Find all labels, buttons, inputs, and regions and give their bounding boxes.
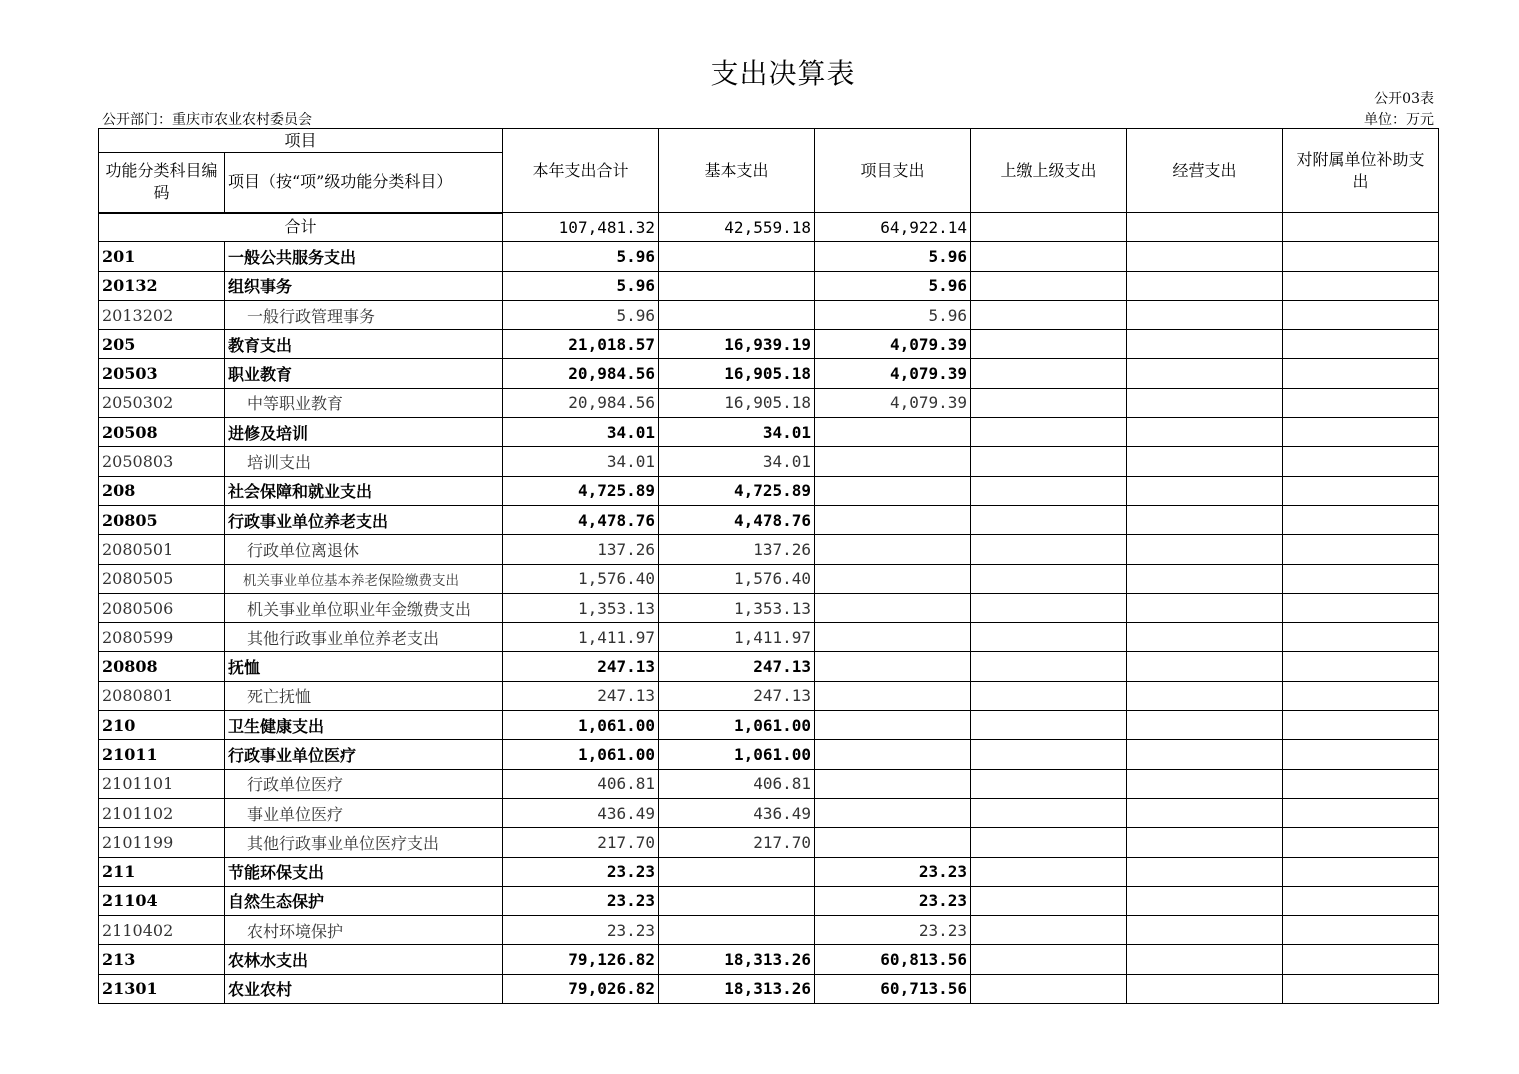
row-basic: 247.13 bbox=[659, 681, 815, 710]
total-project: 64,922.14 bbox=[815, 213, 971, 242]
row-business bbox=[1127, 769, 1283, 798]
table-row bbox=[99, 447, 1439, 476]
row-name: 中等职业教育 bbox=[225, 388, 503, 417]
row-basic: 1,061.00 bbox=[659, 711, 815, 740]
total-label: 合计 bbox=[99, 213, 503, 242]
row-superior bbox=[971, 886, 1127, 915]
row-superior bbox=[971, 711, 1127, 740]
row-subsidy bbox=[1283, 388, 1439, 417]
row-project: 4,079.39 bbox=[815, 388, 971, 417]
header-subsidy: 对附属单位补助支出 bbox=[1283, 129, 1439, 213]
row-subsidy bbox=[1283, 711, 1439, 740]
table-row bbox=[99, 418, 1439, 447]
total-business bbox=[1127, 213, 1283, 242]
row-business bbox=[1127, 945, 1283, 974]
row-superior bbox=[971, 857, 1127, 886]
total-row bbox=[99, 213, 1439, 242]
row-total: 5.96 bbox=[503, 242, 659, 271]
row-superior bbox=[971, 476, 1127, 505]
row-code: 2101199 bbox=[99, 828, 225, 857]
table-row bbox=[99, 476, 1439, 505]
row-business bbox=[1127, 828, 1283, 857]
row-basic: 1,411.97 bbox=[659, 623, 815, 652]
row-code: 20805 bbox=[99, 505, 225, 534]
row-basic: 137.26 bbox=[659, 535, 815, 564]
row-superior bbox=[971, 271, 1127, 300]
row-superior bbox=[971, 447, 1127, 476]
table-row bbox=[99, 271, 1439, 300]
row-name: 行政单位离退休 bbox=[225, 535, 503, 564]
row-total: 247.13 bbox=[503, 681, 659, 710]
row-basic: 406.81 bbox=[659, 769, 815, 798]
row-code: 20132 bbox=[99, 271, 225, 300]
row-total: 21,018.57 bbox=[503, 330, 659, 359]
row-name: 农林水支出 bbox=[225, 945, 503, 974]
row-total: 406.81 bbox=[503, 769, 659, 798]
row-superior bbox=[971, 681, 1127, 710]
total-amount: 107,481.32 bbox=[503, 213, 659, 242]
row-project bbox=[815, 740, 971, 769]
row-subsidy bbox=[1283, 418, 1439, 447]
row-total: 20,984.56 bbox=[503, 359, 659, 388]
table-row bbox=[99, 945, 1439, 974]
header-code: 功能分类科目编码 bbox=[99, 153, 225, 213]
row-total: 4,478.76 bbox=[503, 505, 659, 534]
row-code: 20808 bbox=[99, 652, 225, 681]
row-basic: 34.01 bbox=[659, 418, 815, 447]
row-project bbox=[815, 476, 971, 505]
table-row bbox=[99, 242, 1439, 271]
row-project bbox=[815, 652, 971, 681]
row-project: 23.23 bbox=[815, 886, 971, 915]
form-number: 公开03表 bbox=[1374, 91, 1434, 107]
row-name: 社会保障和就业支出 bbox=[225, 476, 503, 505]
header-basic: 基本支出 bbox=[659, 129, 815, 213]
row-superior bbox=[971, 418, 1127, 447]
row-project bbox=[815, 593, 971, 622]
row-project: 5.96 bbox=[815, 271, 971, 300]
row-name: 死亡抚恤 bbox=[225, 681, 503, 710]
row-total: 1,061.00 bbox=[503, 711, 659, 740]
expenditure-table bbox=[98, 128, 1439, 1004]
row-code: 2013202 bbox=[99, 300, 225, 329]
row-total: 79,126.82 bbox=[503, 945, 659, 974]
row-basic: 16,905.18 bbox=[659, 388, 815, 417]
row-name: 农业农村 bbox=[225, 974, 503, 1003]
row-project bbox=[815, 828, 971, 857]
row-code: 205 bbox=[99, 330, 225, 359]
row-subsidy bbox=[1283, 242, 1439, 271]
row-code: 20508 bbox=[99, 418, 225, 447]
table-row bbox=[99, 505, 1439, 534]
row-total: 1,353.13 bbox=[503, 593, 659, 622]
row-project bbox=[815, 623, 971, 652]
row-business bbox=[1127, 681, 1283, 710]
row-superior bbox=[971, 974, 1127, 1003]
row-total: 1,576.40 bbox=[503, 564, 659, 593]
unit-label: 单位：万元 bbox=[1364, 112, 1434, 128]
row-project: 4,079.39 bbox=[815, 330, 971, 359]
row-name: 一般行政管理事务 bbox=[225, 300, 503, 329]
row-subsidy bbox=[1283, 476, 1439, 505]
table-row bbox=[99, 828, 1439, 857]
table-row bbox=[99, 798, 1439, 827]
row-superior bbox=[971, 593, 1127, 622]
table-row bbox=[99, 740, 1439, 769]
row-name: 农村环境保护 bbox=[225, 916, 503, 945]
row-project bbox=[815, 564, 971, 593]
row-superior bbox=[971, 652, 1127, 681]
row-name: 卫生健康支出 bbox=[225, 711, 503, 740]
page-title: 支出决算表 bbox=[710, 57, 856, 90]
row-superior bbox=[971, 300, 1127, 329]
header-business: 经营支出 bbox=[1127, 129, 1283, 213]
total-basic: 42,559.18 bbox=[659, 213, 815, 242]
row-superior bbox=[971, 330, 1127, 359]
row-superior bbox=[971, 798, 1127, 827]
row-business bbox=[1127, 271, 1283, 300]
row-basic bbox=[659, 886, 815, 915]
table-row bbox=[99, 623, 1439, 652]
table-row bbox=[99, 974, 1439, 1003]
row-name: 行政事业单位医疗 bbox=[225, 740, 503, 769]
row-total: 1,061.00 bbox=[503, 740, 659, 769]
row-code: 2050302 bbox=[99, 388, 225, 417]
row-code: 21104 bbox=[99, 886, 225, 915]
row-subsidy bbox=[1283, 857, 1439, 886]
row-subsidy bbox=[1283, 740, 1439, 769]
row-project bbox=[815, 798, 971, 827]
row-superior bbox=[971, 740, 1127, 769]
table-row bbox=[99, 300, 1439, 329]
row-basic: 18,313.26 bbox=[659, 974, 815, 1003]
row-name: 职业教育 bbox=[225, 359, 503, 388]
row-total: 436.49 bbox=[503, 798, 659, 827]
row-code: 2080506 bbox=[99, 593, 225, 622]
row-basic: 1,061.00 bbox=[659, 740, 815, 769]
row-basic: 4,725.89 bbox=[659, 476, 815, 505]
row-business bbox=[1127, 711, 1283, 740]
row-superior bbox=[971, 242, 1127, 271]
row-subsidy bbox=[1283, 535, 1439, 564]
row-business bbox=[1127, 359, 1283, 388]
row-business bbox=[1127, 418, 1283, 447]
row-name: 其他行政事业单位养老支出 bbox=[225, 623, 503, 652]
row-business bbox=[1127, 505, 1283, 534]
row-name: 机关事业单位基本养老保险缴费支出 bbox=[225, 564, 503, 593]
row-code: 2080501 bbox=[99, 535, 225, 564]
row-project: 23.23 bbox=[815, 916, 971, 945]
row-total: 34.01 bbox=[503, 447, 659, 476]
row-subsidy bbox=[1283, 330, 1439, 359]
row-superior bbox=[971, 769, 1127, 798]
row-business bbox=[1127, 740, 1283, 769]
row-total: 247.13 bbox=[503, 652, 659, 681]
header-total: 本年支出合计 bbox=[503, 129, 659, 213]
row-business bbox=[1127, 798, 1283, 827]
table-row bbox=[99, 359, 1439, 388]
row-business bbox=[1127, 886, 1283, 915]
row-name: 组织事务 bbox=[225, 271, 503, 300]
table-row bbox=[99, 769, 1439, 798]
row-name: 抚恤 bbox=[225, 652, 503, 681]
row-superior bbox=[971, 359, 1127, 388]
row-business bbox=[1127, 564, 1283, 593]
row-subsidy bbox=[1283, 681, 1439, 710]
row-basic bbox=[659, 271, 815, 300]
row-total: 23.23 bbox=[503, 857, 659, 886]
row-project bbox=[815, 447, 971, 476]
row-subsidy bbox=[1283, 623, 1439, 652]
row-name: 节能环保支出 bbox=[225, 857, 503, 886]
row-subsidy bbox=[1283, 652, 1439, 681]
row-total: 5.96 bbox=[503, 300, 659, 329]
row-basic: 1,576.40 bbox=[659, 564, 815, 593]
row-project bbox=[815, 505, 971, 534]
row-code: 210 bbox=[99, 711, 225, 740]
row-code: 21301 bbox=[99, 974, 225, 1003]
row-business bbox=[1127, 330, 1283, 359]
row-project: 60,713.56 bbox=[815, 974, 971, 1003]
row-name: 机关事业单位职业年金缴费支出 bbox=[225, 593, 503, 622]
row-project: 60,813.56 bbox=[815, 945, 971, 974]
row-name: 教育支出 bbox=[225, 330, 503, 359]
row-superior bbox=[971, 945, 1127, 974]
row-code: 2101102 bbox=[99, 798, 225, 827]
row-subsidy bbox=[1283, 300, 1439, 329]
row-code: 2080801 bbox=[99, 681, 225, 710]
table-row bbox=[99, 652, 1439, 681]
row-basic: 4,478.76 bbox=[659, 505, 815, 534]
row-business bbox=[1127, 476, 1283, 505]
row-basic bbox=[659, 916, 815, 945]
row-basic bbox=[659, 857, 815, 886]
row-subsidy bbox=[1283, 769, 1439, 798]
row-name: 行政单位医疗 bbox=[225, 769, 503, 798]
row-superior bbox=[971, 564, 1127, 593]
total-subsidy bbox=[1283, 213, 1439, 242]
row-project: 23.23 bbox=[815, 857, 971, 886]
row-code: 2101101 bbox=[99, 769, 225, 798]
row-subsidy bbox=[1283, 945, 1439, 974]
row-code: 211 bbox=[99, 857, 225, 886]
table-row bbox=[99, 681, 1439, 710]
row-code: 2050803 bbox=[99, 447, 225, 476]
row-code: 2080599 bbox=[99, 623, 225, 652]
row-business bbox=[1127, 447, 1283, 476]
row-business bbox=[1127, 916, 1283, 945]
row-project: 4,079.39 bbox=[815, 359, 971, 388]
row-project bbox=[815, 418, 971, 447]
row-subsidy bbox=[1283, 916, 1439, 945]
row-project bbox=[815, 535, 971, 564]
row-project: 5.96 bbox=[815, 242, 971, 271]
row-code: 20503 bbox=[99, 359, 225, 388]
table-row bbox=[99, 388, 1439, 417]
row-code: 2080505 bbox=[99, 564, 225, 593]
row-code: 21011 bbox=[99, 740, 225, 769]
row-code: 2110402 bbox=[99, 916, 225, 945]
table-row bbox=[99, 857, 1439, 886]
row-business bbox=[1127, 593, 1283, 622]
row-basic: 217.70 bbox=[659, 828, 815, 857]
row-code: 208 bbox=[99, 476, 225, 505]
row-superior bbox=[971, 916, 1127, 945]
row-name: 进修及培训 bbox=[225, 418, 503, 447]
row-subsidy bbox=[1283, 447, 1439, 476]
row-total: 1,411.97 bbox=[503, 623, 659, 652]
row-superior bbox=[971, 828, 1127, 857]
row-superior bbox=[971, 505, 1127, 534]
row-business bbox=[1127, 974, 1283, 1003]
row-subsidy bbox=[1283, 828, 1439, 857]
row-superior bbox=[971, 535, 1127, 564]
row-project bbox=[815, 681, 971, 710]
row-total: 4,725.89 bbox=[503, 476, 659, 505]
row-total: 34.01 bbox=[503, 418, 659, 447]
row-basic: 247.13 bbox=[659, 652, 815, 681]
row-project bbox=[815, 769, 971, 798]
row-business bbox=[1127, 300, 1283, 329]
row-subsidy bbox=[1283, 593, 1439, 622]
table-row bbox=[99, 535, 1439, 564]
row-business bbox=[1127, 388, 1283, 417]
row-basic bbox=[659, 242, 815, 271]
row-name: 一般公共服务支出 bbox=[225, 242, 503, 271]
row-subsidy bbox=[1283, 974, 1439, 1003]
department-label: 公开部门：重庆市农业农村委员会 bbox=[102, 112, 312, 128]
row-subsidy bbox=[1283, 505, 1439, 534]
row-business bbox=[1127, 242, 1283, 271]
row-total: 217.70 bbox=[503, 828, 659, 857]
row-total: 79,026.82 bbox=[503, 974, 659, 1003]
row-basic: 1,353.13 bbox=[659, 593, 815, 622]
row-code: 201 bbox=[99, 242, 225, 271]
row-business bbox=[1127, 652, 1283, 681]
row-basic: 18,313.26 bbox=[659, 945, 815, 974]
row-name: 培训支出 bbox=[225, 447, 503, 476]
row-business bbox=[1127, 857, 1283, 886]
header-superior: 上缴上级支出 bbox=[971, 129, 1127, 213]
row-subsidy bbox=[1283, 271, 1439, 300]
row-business bbox=[1127, 535, 1283, 564]
row-total: 137.26 bbox=[503, 535, 659, 564]
row-code: 213 bbox=[99, 945, 225, 974]
header-item-group: 项目 bbox=[99, 129, 503, 153]
row-total: 5.96 bbox=[503, 271, 659, 300]
table-row bbox=[99, 593, 1439, 622]
table-row bbox=[99, 916, 1439, 945]
row-subsidy bbox=[1283, 359, 1439, 388]
row-total: 23.23 bbox=[503, 886, 659, 915]
table-row bbox=[99, 711, 1439, 740]
row-project: 5.96 bbox=[815, 300, 971, 329]
row-name: 其他行政事业单位医疗支出 bbox=[225, 828, 503, 857]
total-superior bbox=[971, 213, 1127, 242]
row-subsidy bbox=[1283, 564, 1439, 593]
row-total: 20,984.56 bbox=[503, 388, 659, 417]
row-name: 事业单位医疗 bbox=[225, 798, 503, 827]
row-subsidy bbox=[1283, 798, 1439, 827]
row-basic: 16,939.19 bbox=[659, 330, 815, 359]
row-business bbox=[1127, 623, 1283, 652]
row-basic: 34.01 bbox=[659, 447, 815, 476]
row-subsidy bbox=[1283, 886, 1439, 915]
row-name: 行政事业单位养老支出 bbox=[225, 505, 503, 534]
row-superior bbox=[971, 388, 1127, 417]
table-row bbox=[99, 564, 1439, 593]
row-name: 自然生态保护 bbox=[225, 886, 503, 915]
row-basic: 16,905.18 bbox=[659, 359, 815, 388]
table-body bbox=[99, 242, 1439, 1004]
row-basic: 436.49 bbox=[659, 798, 815, 827]
row-project bbox=[815, 711, 971, 740]
row-superior bbox=[971, 623, 1127, 652]
header-project: 项目支出 bbox=[815, 129, 971, 213]
row-basic bbox=[659, 300, 815, 329]
table-row bbox=[99, 330, 1439, 359]
table-row bbox=[99, 886, 1439, 915]
header-name: 项目（按“项”级功能分类科目） bbox=[225, 153, 503, 213]
row-total: 23.23 bbox=[503, 916, 659, 945]
